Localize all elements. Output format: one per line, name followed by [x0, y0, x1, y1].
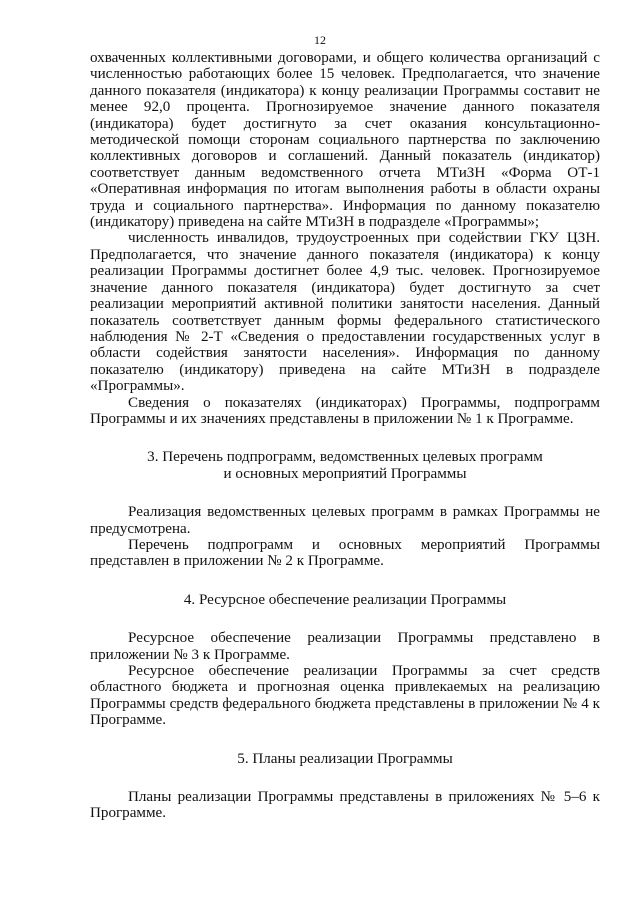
section-3-heading-line2: и основных мероприятий Программы — [223, 465, 467, 482]
page-number: 12 — [314, 33, 326, 47]
section-5-heading: 5. Планы реализации Программы — [237, 750, 453, 767]
paragraph-regional-budget: Ресурсное обеспечение реализации Программы за счет средств областного бюджета и прогнозная оценка привлекаемых на реализацию Программы средств федерального бюджета представлены в приложении № 4 к Программе. — [90, 663, 600, 729]
paragraph-collective-agreements: охваченных коллективными договорами, и общего количества организаций с численностью работающих более 15 человек. Предполагается, что значение данного показателя (индикатора) к концу реализации Программы составит не менее 92,0 процента. Прогнозируемое значение данного показателя (индикатора) будет достигнуто за счет оказания консультационно-методической помощи сторонам социального партнерства по заключению коллективных договоров и соглашений. Данный показатель (индикатор) соответствует данным ведомственного отчета МТиЗН «Форма ОТ-1 «Оперативная информация по итогам выполнения работы в области охраны труда и социального партнерства». Информация по данному показателю (индикатору) приведена на сайте МТиЗН в подразделе «Программы»; — [90, 50, 600, 231]
section-3-heading-line1: 3. Перечень подпрограмм, ведомственных целевых программ — [147, 449, 543, 466]
paragraph-implementation-plans: Планы реализации Программы представлены в приложениях № 5–6 к Программе. — [90, 789, 600, 822]
paragraph-indicators-appendix: Сведения о показателях (индикаторах) Программы, подпрограмм Программы и их значениях представлены в приложении № 1 к Программе. — [90, 394, 600, 427]
paragraph-disabled-employment: численность инвалидов, трудоустроенных при содействии ГКУ ЦЗН. Предполагается, что значение данного показателя (индикатора) к концу реализации Программы достигнет более 4,9 тыс. человек. Прогнозируемое значение данного показателя (индикатора) будет достигнуто за счет реализации мероприятий активной политики занятости населения. Данный показатель соответствует данным формы федерального статистического наблюдения № 2-Т «Сведения о предоставлении государственных услуг в области содействия занятости населения». Информация по данному показателю (индикатору) приведена на сайте МТиЗН в подразделе «Программы». — [90, 230, 600, 395]
paragraph-subprograms-list: Перечень подпрограмм и основных мероприятий Программы представлен в приложении № 2 к Программе. — [90, 536, 600, 570]
document-body — [90, 50, 600, 822]
paragraph-resource-support: Ресурсное обеспечение реализации Программы представлено в приложении № 3 к Программе. — [90, 630, 600, 663]
section-4-heading: 4. Ресурсное обеспечение реализации Программы — [183, 591, 507, 608]
paragraph-departmental-programs: Реализация ведомственных целевых программ в рамках Программы не предусмотрена. — [90, 504, 600, 537]
